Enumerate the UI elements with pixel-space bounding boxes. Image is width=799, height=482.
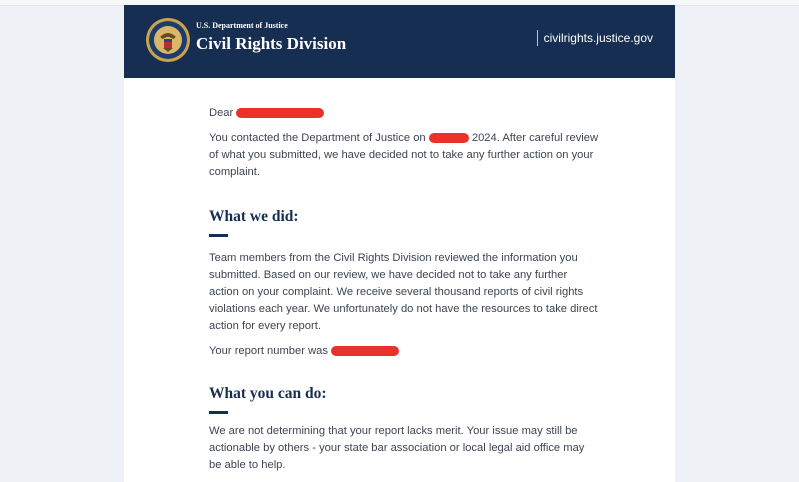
what-we-did-heading: What we did: — [209, 208, 299, 225]
email-header — [124, 5, 675, 78]
division-name: Civil Rights Division — [196, 34, 347, 53]
redacted-name — [236, 108, 324, 118]
department-name: U.S. Department of Justice — [196, 21, 288, 30]
site-link[interactable]: civilrights.justice.gov — [537, 30, 653, 46]
report-number-label: Your report number was — [209, 345, 328, 357]
greeting-line — [209, 105, 599, 122]
doj-seal-icon — [145, 17, 191, 63]
what-we-did-section — [209, 250, 599, 360]
redacted-date — [429, 133, 469, 143]
intro-after: 2024. After careful review of what you submitted, we have decided not to take any further action on your complaint. — [209, 132, 599, 178]
redacted-report-number — [331, 346, 399, 356]
what-you-can-do-section — [209, 423, 599, 474]
intro-paragraph — [209, 130, 599, 181]
what-we-did-paragraph: Team members from the Civil Rights Division reviewed the information you submitted. Based on our review, we have decided not to take any further action on your complaint. We receive several thousand reports of civil rights violations each year. We unfortunately do not have the resources to take direct action for every report. — [209, 252, 598, 332]
heading-rule — [209, 234, 228, 237]
intro-section — [209, 105, 599, 181]
email-card — [124, 5, 675, 482]
what-you-can-do-heading: What you can do: — [209, 385, 327, 402]
heading-rule — [209, 411, 228, 414]
report-number-line — [209, 343, 599, 360]
what-you-can-do-paragraph: We are not determining that your report lacks merit. Your issue may still be actionable by others - your state bar association or local legal aid office may be able to help. — [209, 425, 585, 471]
greeting: Dear — [209, 107, 234, 119]
intro-before: You contacted the Department of Justice on — [209, 132, 426, 144]
